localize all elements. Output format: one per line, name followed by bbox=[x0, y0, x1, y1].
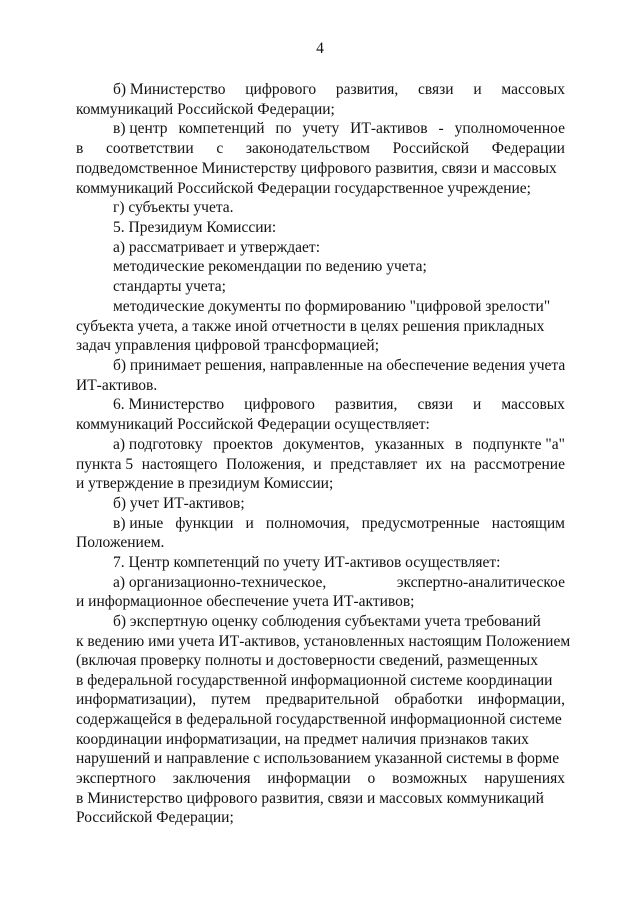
text-line bbox=[113, 494, 245, 514]
text-line bbox=[113, 435, 565, 455]
text-segment: связи bbox=[417, 396, 453, 413]
text-segment: информации bbox=[267, 770, 351, 787]
text-segment: в федеральной государственной информационной системе координации bbox=[76, 672, 553, 689]
text-segment: представляет bbox=[330, 456, 418, 473]
text-line bbox=[76, 710, 565, 730]
text-segment: подведомственное Министерству цифрового развития, связи и массовых bbox=[76, 160, 557, 177]
text-segment: - bbox=[438, 120, 444, 137]
text-segment: возможных bbox=[392, 770, 468, 787]
text-line bbox=[76, 749, 565, 769]
text-segment: Федерации bbox=[491, 140, 565, 157]
text-segment: в) иные bbox=[113, 515, 164, 532]
text-line bbox=[76, 690, 565, 710]
text-line bbox=[113, 395, 565, 415]
text-line bbox=[113, 553, 501, 573]
text-segment: указанных bbox=[374, 436, 445, 453]
text-segment: стандарты учета; bbox=[113, 278, 226, 295]
text-segment: в bbox=[454, 436, 463, 453]
text-segment: с bbox=[216, 140, 224, 157]
text-segment: цифрового bbox=[244, 396, 315, 413]
text-line bbox=[113, 573, 565, 593]
text-segment: пункта 5 bbox=[76, 456, 134, 473]
text-segment: в) центр bbox=[113, 120, 168, 137]
text-line bbox=[113, 297, 565, 317]
text-segment: Положения, bbox=[226, 456, 305, 473]
text-segment: подпункте "а" bbox=[472, 436, 565, 453]
text-segment: путем bbox=[211, 691, 251, 708]
text-segment: методические документы по формированию "цифровой зрелости" bbox=[113, 298, 551, 315]
text-segment: документов, bbox=[283, 436, 365, 453]
text-line bbox=[76, 533, 164, 553]
text-segment: в bbox=[76, 140, 84, 157]
text-segment: задач управления цифровой трансформацией; bbox=[76, 337, 379, 354]
text-line bbox=[76, 159, 565, 179]
text-segment: предварительной bbox=[265, 691, 380, 708]
text-segment: учету bbox=[302, 120, 340, 137]
text-segment: б) учет ИТ-активов; bbox=[113, 495, 245, 512]
text-segment: цифрового bbox=[245, 81, 317, 98]
text-segment: развития, bbox=[335, 81, 399, 98]
text-line bbox=[76, 317, 565, 337]
text-line bbox=[113, 277, 226, 297]
text-line bbox=[113, 257, 427, 277]
text-segment: а) организационно-техническое, bbox=[113, 574, 327, 591]
text-segment: Российской Федерации; bbox=[76, 809, 234, 826]
text-segment: экспертно-аналитическое bbox=[396, 574, 565, 591]
text-segment: в Министерство цифрового развития, связи и массовых коммуникаций bbox=[76, 790, 544, 807]
text-segment: методические рекомендации по ведению учета; bbox=[113, 258, 427, 275]
text-segment: ИТ-активов bbox=[350, 120, 428, 137]
text-segment: коммуникаций Российской Федерации государственное учреждение; bbox=[76, 180, 531, 197]
text-segment: по bbox=[275, 120, 292, 137]
text-line bbox=[76, 769, 565, 789]
text-segment: Российской bbox=[392, 140, 470, 157]
text-segment: проектов bbox=[213, 436, 273, 453]
text-segment: б) принимает решения, направленные на обеспечение ведения учета bbox=[113, 357, 566, 374]
text-line bbox=[76, 632, 571, 652]
text-line bbox=[113, 356, 565, 376]
text-segment: (включая проверку полноты и достоверности сведений, размещенных bbox=[76, 652, 538, 669]
text-segment: координации информатизации, на предмет наличия признаков таких bbox=[76, 731, 529, 748]
text-segment: настоящим bbox=[491, 515, 565, 532]
text-line bbox=[76, 336, 379, 356]
text-segment: функции bbox=[175, 515, 234, 532]
text-segment: и утверждение в президиум Комиссии; bbox=[76, 475, 334, 492]
text-segment: развития, bbox=[334, 396, 398, 413]
text-line bbox=[76, 376, 157, 396]
text-line bbox=[76, 592, 415, 612]
text-segment: коммуникаций Российской Федерации; bbox=[76, 101, 335, 118]
text-segment: г) субъекты учета. bbox=[113, 199, 234, 216]
text-line bbox=[76, 808, 234, 828]
text-segment: коммуникаций Российской Федерации осуществляет: bbox=[76, 416, 430, 433]
text-segment: 7. Центр компетенций по учету ИТ-активов осуществляет: bbox=[113, 554, 501, 571]
text-segment: и bbox=[473, 81, 482, 98]
text-segment: настоящего bbox=[141, 456, 218, 473]
text-line bbox=[113, 119, 565, 139]
text-segment: ИТ-активов. bbox=[76, 377, 158, 394]
text-line bbox=[76, 789, 565, 809]
text-segment: о bbox=[367, 770, 376, 787]
text-segment: их bbox=[425, 456, 442, 473]
text-line bbox=[113, 198, 234, 218]
text-line bbox=[113, 218, 276, 238]
text-line bbox=[76, 730, 565, 750]
text-segment: 6. Министерство bbox=[113, 396, 225, 413]
text-segment: законодательством bbox=[245, 140, 370, 157]
text-segment: рассмотрение bbox=[474, 456, 565, 473]
text-line bbox=[76, 474, 333, 494]
text-line bbox=[76, 415, 430, 435]
text-segment: Положением. bbox=[76, 534, 165, 551]
text-segment: уполномоченное bbox=[454, 120, 565, 137]
text-line bbox=[76, 671, 565, 691]
text-line bbox=[113, 514, 565, 534]
text-segment: полномочия, bbox=[265, 515, 350, 532]
text-segment: нарушениях bbox=[484, 770, 565, 787]
text-segment: б) Министерство bbox=[113, 81, 226, 98]
text-segment: обработки bbox=[394, 691, 463, 708]
text-segment: и информационное обеспечение учета ИТ-активов; bbox=[76, 593, 415, 610]
text-segment: субъекта учета, а также иной отчетности в целях решения прикладных bbox=[76, 318, 545, 335]
text-line bbox=[76, 139, 565, 159]
text-segment: компетенций bbox=[178, 120, 265, 137]
text-segment: массовых bbox=[501, 81, 565, 98]
text-segment: и bbox=[473, 396, 482, 413]
text-segment: связи bbox=[418, 81, 454, 98]
page-number: 4 bbox=[316, 40, 324, 57]
text-segment: а) подготовку bbox=[113, 436, 203, 453]
text-segment: информации, bbox=[477, 691, 565, 708]
text-segment: информатизации), bbox=[76, 691, 197, 708]
text-segment: и bbox=[313, 456, 322, 473]
text-segment: к ведению ими учета ИТ-активов, установленных настоящим Положением bbox=[76, 633, 571, 650]
text-line bbox=[76, 179, 565, 199]
text-segment: соответствии bbox=[106, 140, 194, 157]
text-segment: экспертного bbox=[76, 770, 156, 787]
text-line bbox=[113, 80, 565, 100]
text-line bbox=[113, 238, 320, 258]
text-segment: б) экспертную оценку соблюдения субъектами учета требований bbox=[113, 613, 541, 630]
text-line bbox=[76, 651, 565, 671]
text-segment: а) рассматривает и утверждает: bbox=[113, 239, 321, 256]
text-segment: и bbox=[245, 515, 254, 532]
text-segment: на bbox=[450, 456, 466, 473]
text-segment: нарушений и направление с использованием указанной системы в форме bbox=[76, 750, 560, 767]
text-segment: 5. Президиум Комиссии: bbox=[113, 219, 277, 236]
text-line bbox=[76, 100, 565, 120]
text-segment: содержащейся в федеральной государственной информационной системе bbox=[76, 711, 562, 728]
text-segment: предусмотренные bbox=[361, 515, 480, 532]
text-segment: массовых bbox=[501, 396, 565, 413]
text-line bbox=[113, 612, 565, 632]
text-line bbox=[76, 455, 565, 475]
text-segment: заключения bbox=[172, 770, 251, 787]
